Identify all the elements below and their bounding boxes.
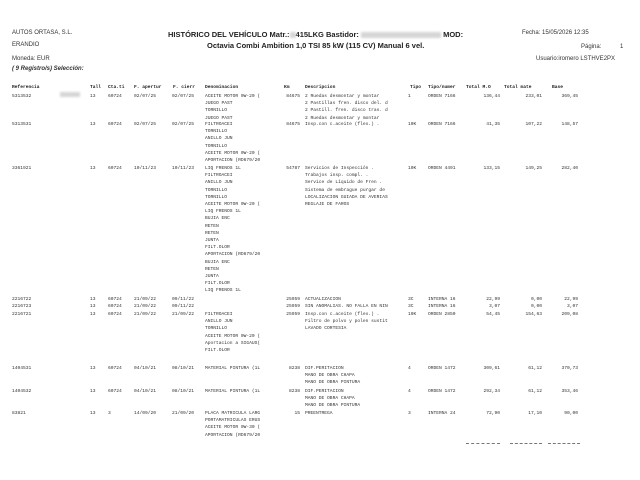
cell-tmo: 136,44 (483, 94, 500, 99)
vehicle-model: Octavia Combi Ambition 1,0 TSI 85 kW (115 CV) Manual 6 vel. (207, 41, 425, 50)
cell-denominacion-line: APORTACION (RD679/20 (205, 432, 261, 438)
base-separator (548, 443, 580, 444)
cell-tipo: 1 (408, 94, 411, 99)
cell-denominacion-line: FILTROACEI (205, 312, 233, 317)
cell-denominacion-line: PLACA MATRICULA LARG (205, 411, 261, 416)
cell-f-ci: 21/09/22 (172, 312, 195, 317)
cell-denominacion-line: JUNTA (205, 238, 219, 243)
cell-cta: 60724 (108, 312, 122, 317)
cell-f-ci: 10/11/23 (172, 166, 195, 171)
cell-cta: 60724 (108, 166, 122, 171)
cell-tipon: ORDEN 1472 (428, 366, 456, 371)
page-label: Página: (581, 44, 602, 50)
cell-km: 8238 (288, 389, 300, 394)
cell-denominacion-line: ACEITE MOTOR 0W-20 ( (205, 333, 261, 339)
cell-km: 84675 (286, 94, 300, 99)
cell-f-ap: 04/10/21 (134, 366, 157, 371)
cell-denominacion-line: FILT.OLOR (205, 245, 230, 251)
cell-base: 209,08 (561, 312, 578, 317)
cell-denominacion-line: RETEN (205, 266, 219, 272)
cell-tall: 13 (90, 304, 96, 309)
col-ref: Referencia (12, 85, 40, 90)
col-tipo-numero: Tipo/numer (428, 85, 456, 90)
col-km: Km (284, 85, 290, 90)
cell-denominacion-line: MATERIAL PINTURA (1L (205, 389, 261, 394)
cell-tipo: 3 (408, 411, 411, 416)
cell-tipon: INTERNA 16 (428, 304, 456, 309)
cell-tmat: 0,00 (530, 304, 542, 309)
cell-tmat: 61,12 (528, 366, 542, 371)
cell-denominacion-line: APORTACION (RD679/20 (205, 252, 261, 258)
cell-f-ap: 14/09/20 (134, 411, 157, 416)
cell-denominacion-line: TORNILLO (205, 194, 228, 200)
report-date: Fecha: 15/05/2026 12:35 (522, 30, 589, 36)
cell-tipon: ORDEN 4491 (428, 166, 456, 171)
cell-descripcion-line: LAVADO CORTESIA (305, 326, 347, 332)
cell-tmo: 3,07 (488, 304, 500, 309)
cell-descripcion-line: 2 Ruedas desmontar y montar (305, 115, 380, 121)
cell-denominacion-line: ACEITE MOTOR 0W-20 ( (205, 202, 261, 207)
company-name: AUTOS ORTASA, S.L. (12, 30, 73, 36)
cell-tmat: 61,12 (528, 389, 542, 394)
cell-descripcion-line: Trabajos insp. compl. . (305, 173, 369, 179)
cell-descripcion-line: Service de Líquido de Fren . (305, 180, 383, 186)
cell-cta: 60724 (108, 389, 122, 394)
cell-descripcion-line: SIN ANOMALIAS. NO FALLA EN NIN (305, 304, 388, 309)
cell-denominacion-line: JUNTA (205, 274, 219, 279)
report-title (168, 30, 463, 39)
cell-f-ci: 02/07/25 (172, 122, 195, 127)
redacted-vin (361, 32, 441, 38)
cell-base: 90,00 (564, 411, 578, 416)
cell-cta: 60724 (108, 297, 122, 302)
cell-tmo: 41,35 (486, 122, 500, 127)
cell-f-ap: 21/09/22 (134, 312, 157, 317)
cell-denominacion-line: APORTACION (RD679/20 (205, 158, 261, 163)
cell-km: 25959 (286, 312, 300, 317)
cell-tall: 13 (90, 122, 96, 127)
cell-f-ci: 02/07/25 (172, 94, 195, 99)
cell-denominacion-line: ACEITE MOTOR 0W-20 ( (205, 94, 261, 99)
total-mo-separator (466, 443, 500, 444)
cell-descripcion-line: Insp.con c.aceite (flex.) . (305, 312, 380, 317)
col-denominacion: Denominacion (205, 85, 239, 90)
col-base: Base (552, 85, 564, 90)
cell-ref: 1404532 (12, 389, 32, 394)
cell-descripcion-line: MANO DE OBRA CHAPA (305, 396, 355, 402)
cell-cta: 60724 (108, 304, 122, 309)
cell-f-ci: 21/09/20 (172, 411, 195, 416)
cell-descripcion-line: REGLAJE DE FAROS (305, 202, 350, 207)
cell-f-ci: 08/10/21 (172, 366, 195, 371)
cell-descripcion-line: MANO DE OBRA CHAPA (305, 373, 355, 379)
cell-denominacion-line: BUJIA ENC (205, 216, 230, 222)
cell-tipon: INTERNA 24 (428, 411, 456, 416)
cell-ref: 5313531 (12, 122, 32, 127)
col-cta: Cta.ti (108, 85, 125, 90)
cell-tipon: ORDEN 1472 (428, 389, 456, 394)
cell-tipo: 10K (408, 312, 417, 317)
cell-tall: 13 (90, 389, 96, 394)
cell-tipo: 3C (408, 297, 414, 302)
cell-base: 282,40 (561, 166, 578, 171)
cell-tmat: 233,01 (525, 94, 542, 99)
cell-descripcion-line: MANO DE OBRA PINTURA (305, 403, 361, 409)
cell-tipo: 10K (408, 122, 417, 127)
cell-tmo: 309,61 (483, 366, 500, 371)
cell-tall: 13 (90, 312, 96, 317)
selection-label: ( 9 Registro/s) Selección: (12, 66, 84, 72)
cell-tipon: ORDEN 7166 (428, 94, 456, 99)
cell-denominacion-line: FILTROACEI (205, 173, 233, 179)
cell-ref: 2216723 (12, 304, 32, 309)
cell-denominacion-line: LIQ FRENOS 1L (205, 209, 241, 215)
cell-denominacion-line: ANILLO JUN (205, 319, 233, 325)
cell-km: 25959 (286, 304, 300, 309)
cell-km: 8238 (288, 366, 300, 371)
mod-label: MOD: (443, 30, 464, 39)
cell-f-ap: 04/10/21 (134, 389, 157, 394)
cell-tipo: 4 (408, 389, 411, 394)
cell-tmat: 154,63 (525, 312, 542, 317)
cell-denominacion-line: FILT.OLOR (205, 348, 230, 353)
cell-f-ci: 09/11/22 (172, 297, 195, 302)
cell-tmo: 133,15 (483, 166, 500, 171)
cell-denominacion-line: ANILLO JUN (205, 136, 233, 142)
cell-cta: 60724 (108, 122, 122, 127)
cell-km: 15 (294, 411, 300, 416)
cell-denominacion-line: PORTAMATRICULAS ERUS (205, 418, 261, 424)
cell-base: 369,45 (561, 94, 578, 99)
cell-tmat: 107,22 (525, 122, 542, 127)
redacted-plate (290, 32, 296, 38)
company-city: ERANDIO (12, 42, 40, 48)
cell-denominacion-line: LIQ FRENOS 1L (205, 288, 241, 294)
cell-f-ci: 09/11/22 (172, 304, 195, 309)
cell-cta: 60724 (108, 366, 122, 371)
col-total-mo: Total M.O (466, 85, 491, 90)
cell-descripcion-line: PREENTREGA (305, 411, 333, 416)
title-prefix: HISTÓRICO DEL VEHÍCULO Matr.: (168, 30, 290, 39)
cell-ref: 5313532 (12, 94, 32, 99)
cell-descripcion-line: Filtro de polvo y polen sustit (305, 319, 388, 325)
cell-f-ap: 02/07/25 (134, 122, 157, 127)
cell-tmo: 292,34 (483, 389, 500, 394)
cell-ref: 2216722 (12, 297, 32, 302)
cell-denominacion-line: ACEITE MOTOR 0W-20 ( (205, 150, 261, 156)
cell-denominacion-line: TORNILLO (205, 129, 228, 135)
cell-f-ap: 02/07/25 (134, 94, 157, 99)
col-tipo: Tipo (410, 85, 422, 90)
cell-f-ap: 21/09/22 (134, 304, 157, 309)
cell-denominacion-line: BUJIA ENC (205, 259, 230, 265)
cell-descripcion-line: ACTUALIZACION (305, 297, 341, 302)
plate-suffix: 415LKG Bastidor: (295, 30, 359, 39)
cell-tall: 13 (90, 366, 96, 371)
cell-descripcion-line: MANO DE OBRA PINTURA (305, 380, 361, 386)
cell-descripcion-line: Insp.con c.aceite (flex.) . (305, 122, 380, 127)
cell-descripcion-line: Servicios de Inspección . (305, 166, 374, 171)
cell-denominacion-line: RETEN (205, 230, 219, 236)
cell-f-ci: 08/10/21 (172, 389, 195, 394)
cell-base: 22,99 (564, 297, 578, 302)
cell-tall: 13 (90, 297, 96, 302)
cell-km: 25959 (286, 297, 300, 302)
cell-tipon: ORDEN 7166 (428, 122, 456, 127)
cell-cta: 60724 (108, 94, 122, 99)
cell-denominacion-line: TORNILLO (205, 108, 228, 114)
col-total-materiales: Total mate (504, 85, 532, 90)
cell-denominacion-line: FILT.OLOR (205, 281, 230, 287)
cell-base: 353,46 (561, 389, 578, 394)
cell-denominacion-line: RETEN (205, 223, 219, 229)
cell-descripcion-line: 2 Pastill. fren. disco tras. d (305, 108, 388, 114)
col-descripcion: Descripcion (305, 85, 336, 90)
cell-tall: 13 (90, 94, 96, 99)
cell-tmat: 0,00 (530, 297, 542, 302)
cell-denominacion-line: FILTROACEI (205, 122, 233, 127)
page-number: 1 (620, 44, 624, 50)
cell-descripcion-line: 2 Pastillas fren. disco del. d (305, 101, 388, 107)
cell-tipo: 3C (408, 304, 414, 309)
cell-denominacion-line: JUEGO PAST (205, 115, 233, 121)
cell-tipon: ORDEN 2850 (428, 312, 456, 317)
cell-denominacion-line: TORNILLO (205, 143, 228, 149)
cell-base: 148,57 (561, 122, 578, 127)
cell-denominacion-line: ANILLO JUN (205, 180, 233, 186)
cell-tmo: 54,45 (486, 312, 500, 317)
cell-descripcion-line: Sistema de embrague purgar de (305, 187, 385, 193)
cell-denominacion-line: MATERIAL PINTURA (1L (205, 366, 261, 371)
cell-denominacion-line: LIQ FRENOS 1L (205, 166, 241, 171)
cell-ref: 2216721 (12, 312, 32, 317)
cell-denominacion-line: JUEGO PAST (205, 101, 233, 107)
total-materiales-separator (510, 443, 542, 444)
cell-cta: 3 (108, 411, 111, 416)
cell-tipon: INTERNA 16 (428, 297, 456, 302)
cell-base: 3,07 (566, 304, 578, 309)
col-fecha-cierre: F. cierr (173, 85, 196, 90)
cell-tipo: 10K (408, 166, 417, 171)
cell-descripcion-line: LOCALIZACION GUIADA DE AVERIAS (305, 194, 388, 200)
cell-km: 84675 (286, 122, 300, 127)
currency-label: Moneda: EUR (12, 56, 50, 62)
cell-tmat: 17,10 (528, 411, 542, 416)
cell-tmat: 149,25 (525, 166, 542, 171)
cell-denominacion-line: ACEITE MOTOR 0W-30 ( (205, 425, 261, 431)
cell-descripcion-line: DIF.PERITACION (305, 366, 344, 371)
cell-tall: 13 (90, 166, 96, 171)
cell-denominacion-line: Aportacion a SIGAUS( (205, 340, 261, 346)
cell-ref: 83821 (12, 411, 26, 416)
cell-descripcion-line: DIF.PERITACION (305, 389, 344, 394)
cell-tmo: 72,90 (486, 411, 500, 416)
col-fecha-apertura: F. apertur (134, 85, 162, 90)
cell-km: 54787 (286, 166, 300, 171)
cell-tmo: 22,99 (486, 297, 500, 302)
cell-tall: 13 (90, 411, 96, 416)
cell-descripcion-line: 2 Ruedas desmontar y montar (305, 94, 380, 99)
cell-ref: 3361921 (12, 166, 32, 171)
user-label: Usuario:iromero LSTHVE2PX (536, 56, 616, 62)
col-tall: Tall (90, 85, 102, 90)
cell-f-ap: 10/11/23 (134, 166, 157, 171)
cell-f-ap: 21/09/22 (134, 297, 157, 302)
cell-tipo: 4 (408, 366, 411, 371)
cell-base: 370,73 (561, 366, 578, 371)
cell-denominacion-line: TORNILLO (205, 326, 228, 332)
cell-denominacion-line: TORNILLO (205, 187, 228, 193)
cell-ref: 1404531 (12, 366, 32, 371)
